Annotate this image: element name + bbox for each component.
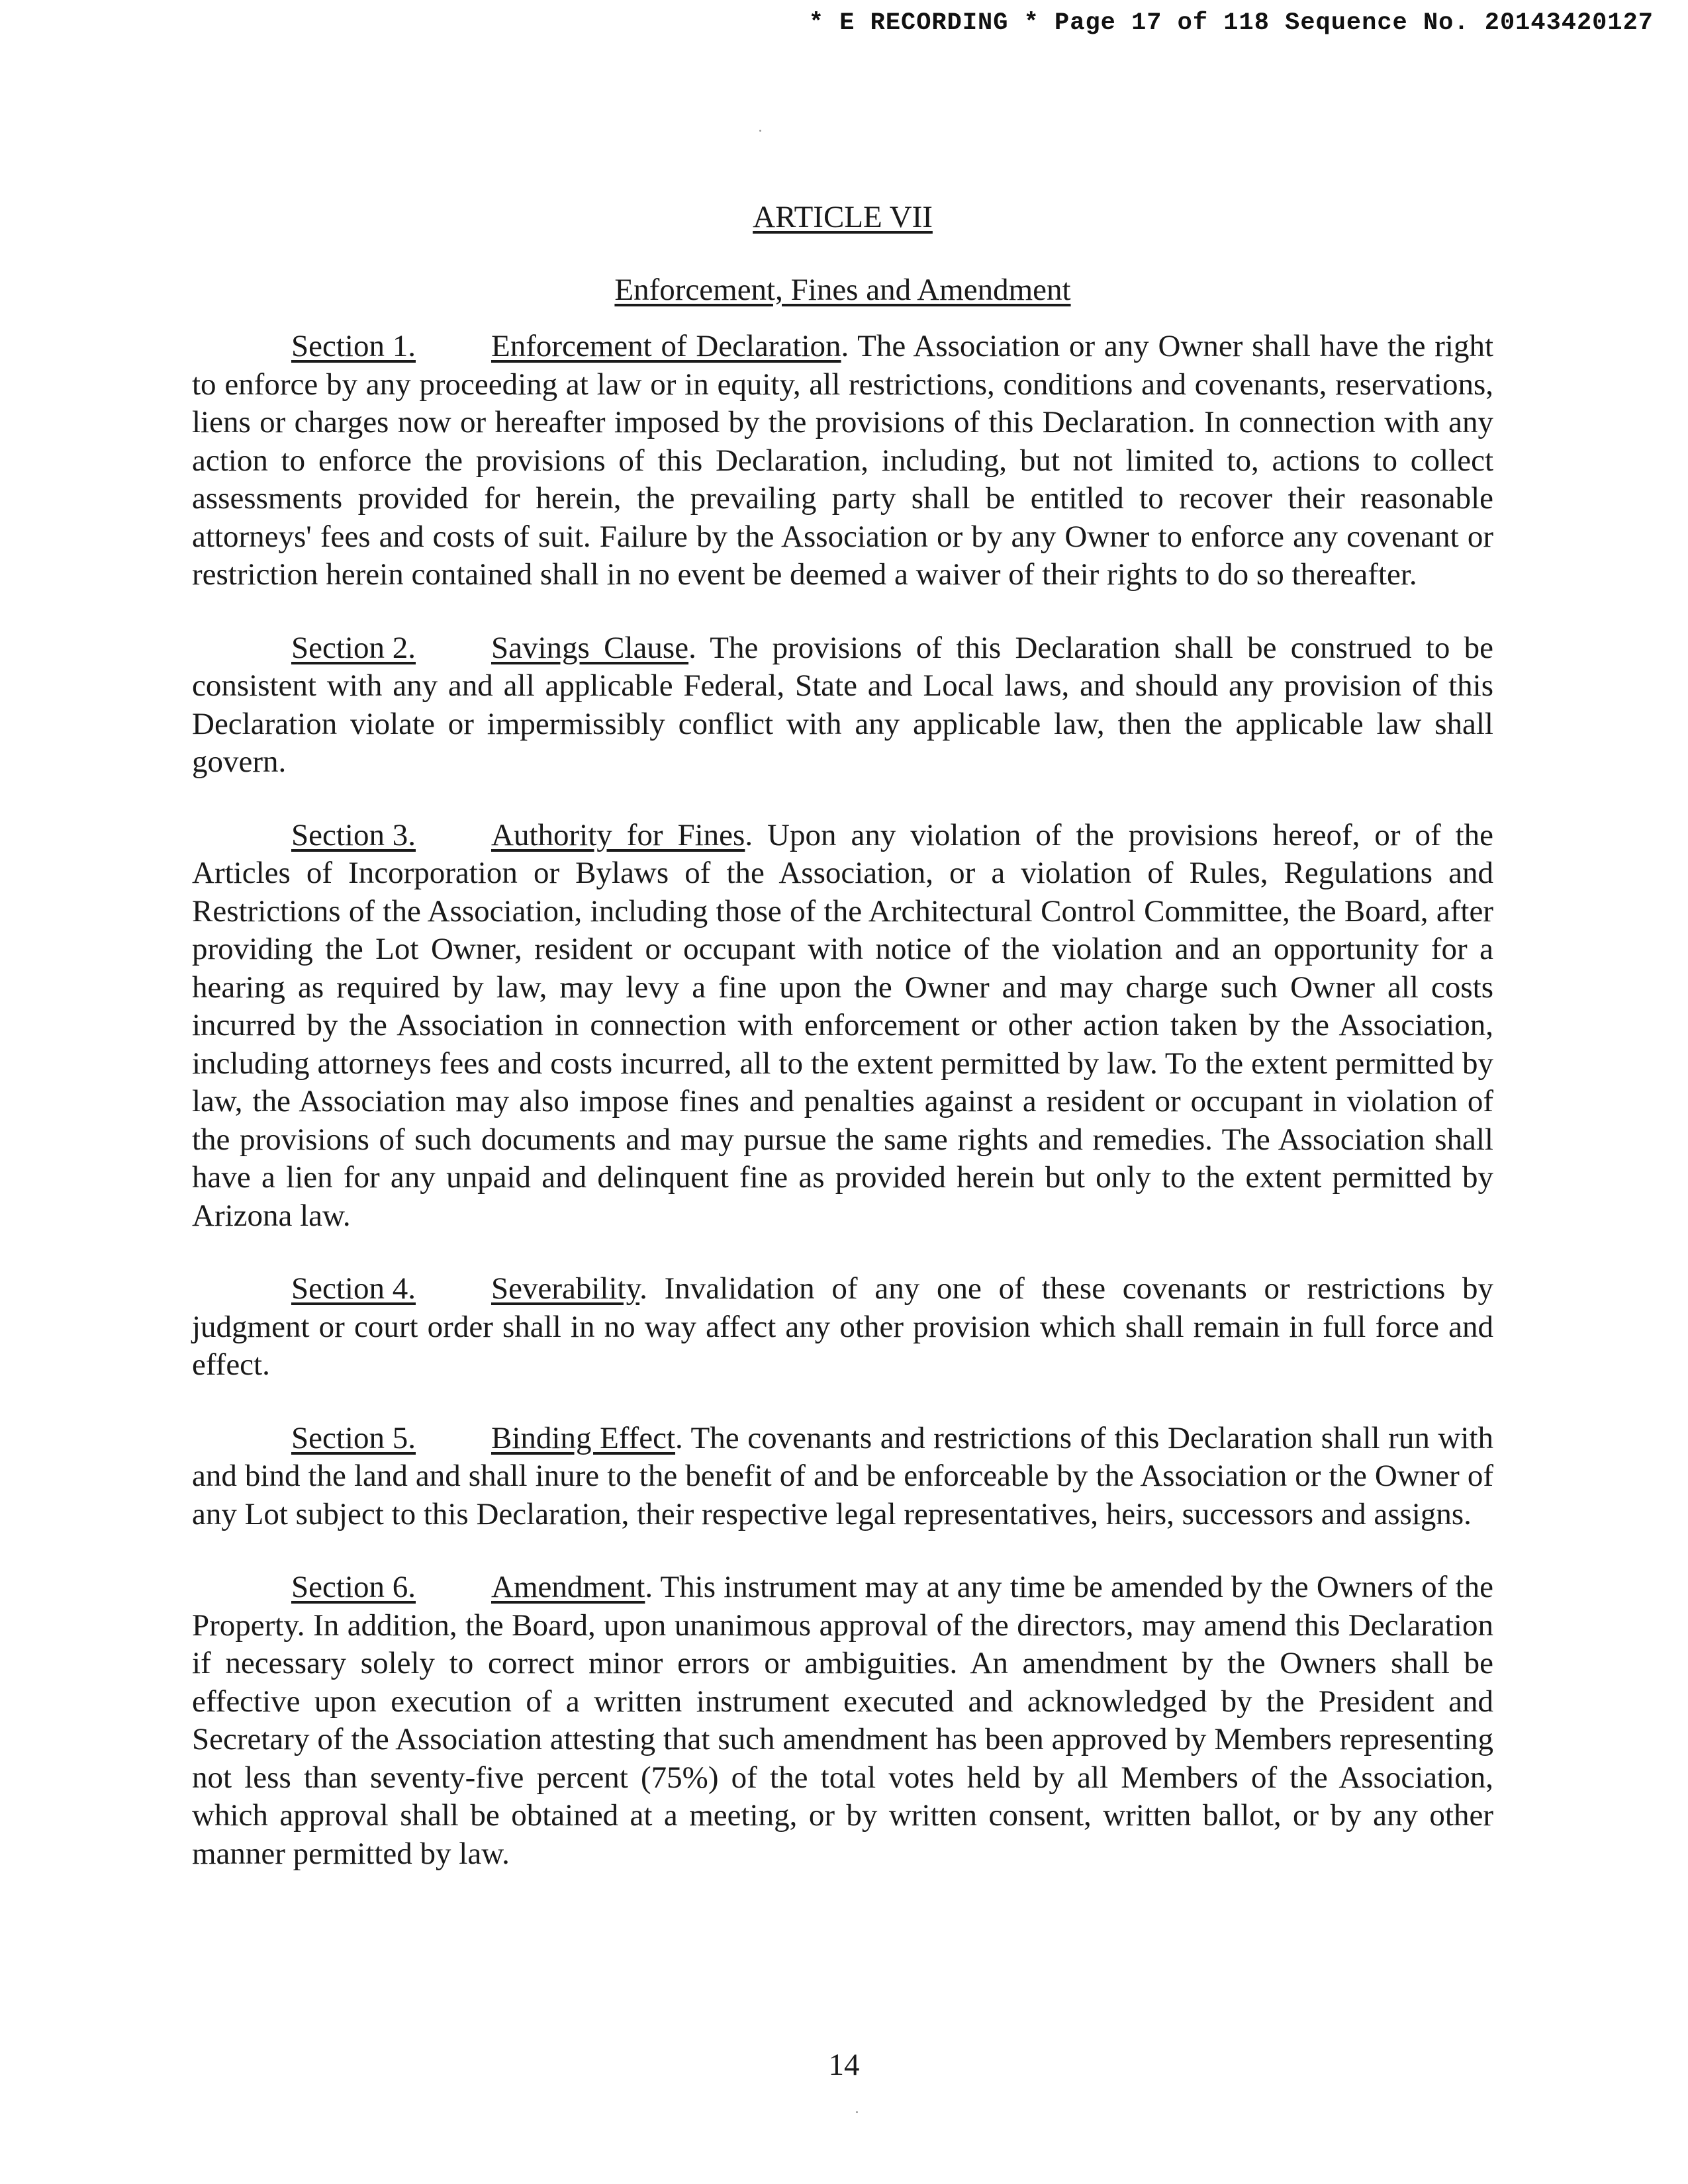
scan-speck <box>759 130 761 132</box>
section-2 <box>192 629 1493 782</box>
section-body: . Upon any violation of the provisions hereof, or of the Articles of Incorporation or Bylaws of the Association, or a violation of Rules, Regulations and Restrictions of the Association, including those of the Architectural Control Committee, the Board, after providing the Lot Owner, resident or occupant with notice of the violation and an opportunity for a hearing as required by law, may levy a fine upon the Owner and may charge such Owner all costs incurred by the Association in connection with enforcement or other action taken by the Association, including attorneys fees and costs incurred, all to the extent permitted by law. To the extent permitted by law, the Association may also impose fines and penalties against a resident or occupant in violation of the provisions of such documents and may pursue the same rights and remedies. The Association shall have a lien for any unpaid and delinquent fine as provided herein but only to the extent permitted by Arizona law. <box>192 817 1494 1233</box>
section-body: . The provisions of this Declaration shall be construed to be consistent with any and all applicable Federal, State and Local laws, and should any provision of this Declaration violate or impermissibly conflict with any applicable law, then the applicable law shall govern. <box>192 630 1493 779</box>
article-title: ARTICLE VII <box>753 200 933 234</box>
section-number: Section 5. <box>291 1420 416 1455</box>
section-6 <box>192 1569 1493 1873</box>
section-number: Section 1. <box>291 329 416 363</box>
section-5 <box>192 1420 1493 1534</box>
section-number: Section 4. <box>291 1271 416 1306</box>
section-title: Amendment <box>491 1570 645 1604</box>
section-number: Section 2. <box>291 630 416 665</box>
section-4 <box>192 1270 1493 1385</box>
section-title: Binding Effect <box>491 1420 676 1455</box>
document-page <box>192 199 1493 1873</box>
recording-stamp: * E RECORDING * Page 17 of 118 Sequence No. 20143420127 <box>808 9 1654 37</box>
section-title: Severability <box>491 1271 640 1306</box>
section-title: Authority for Fines <box>491 817 745 852</box>
section-title: Enforcement of Declaration <box>491 329 841 363</box>
page-number: 14 <box>828 2048 860 2082</box>
section-3 <box>192 817 1493 1236</box>
section-title: Savings Clause <box>491 630 689 665</box>
section-body: . Invalidation of any one of these covenants or restrictions by judgment or court order shall in no way affect any other provision which shall remain in full force and effect. <box>192 1271 1493 1382</box>
article-subtitle: Enforcement, Fines and Amendment <box>614 272 1071 307</box>
section-body: . This instrument may at any time be amended by the Owners of the Property. In addition, the Board, upon unanimous approval of the directors, may amend this Declaration if necessary solely to correct minor errors or ambiguities. An amendment by the Owners shall be effective upon execution of a written instrument executed and acknowledged by the President and Secretary of the Association attesting that such amendment has been approved by Members representing not less than seventy-five percent (75%) of the total votes held by all Members of the Association, which approval shall be obtained at a meeting, or by written consent, written ballot, or by any other manner permitted by law. <box>192 1570 1493 1871</box>
section-number: Section 6. <box>291 1570 416 1604</box>
section-body: . The covenants and restrictions of this Declaration shall run with and bind the land and shall inure to the benefit of and be enforceable by the Association or the Owner of any Lot subject to this Declaration, their respective legal representatives, heirs, successors and assigns. <box>192 1420 1493 1531</box>
section-body: . The Association or any Owner shall have the right to enforce by any proceeding at law or in equity, all restrictions, conditions and covenants, reservations, liens or charges now or hereafter imposed by the provisions of this Declaration. In connection with any action to enforce the provisions of this Declaration, including, but not limited to, actions to collect assessments provided for herein, the prevailing party shall be entitled to recover their reasonable attorneys' fees and costs of suit. Failure by the Association or by any Owner to enforce any covenant or restriction herein contained shall in no event be deemed a waiver of their rights to do so thereafter. <box>192 329 1493 592</box>
section-1 <box>192 328 1493 594</box>
scan-speck <box>856 2111 858 2113</box>
section-number: Section 3. <box>291 817 416 852</box>
